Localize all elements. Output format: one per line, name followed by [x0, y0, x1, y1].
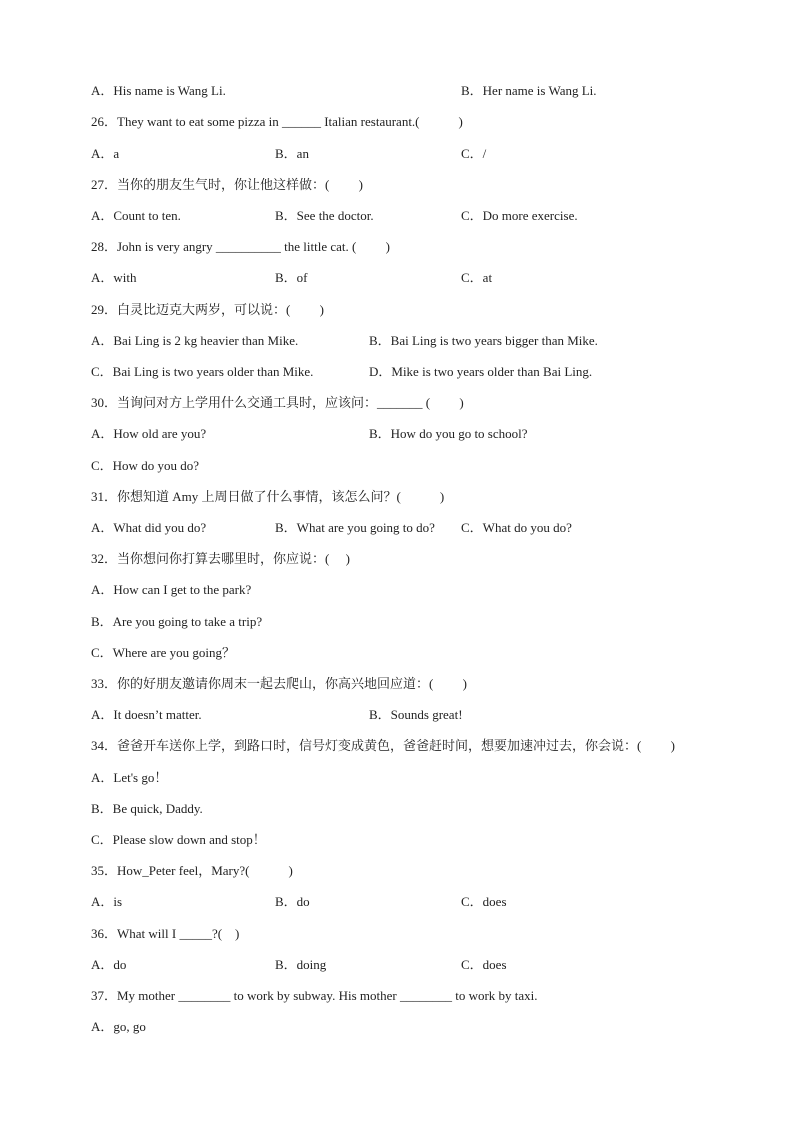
- q27-option-c: C．Do more exercise.: [461, 208, 578, 223]
- q32-stem: 32．当你想问你打算去哪里时，你应说：( ): [91, 551, 350, 566]
- q34-option-a: A．Let's go！: [91, 770, 168, 785]
- q26-option-a: A．a: [91, 146, 120, 161]
- q33-option-a: A．It doesn’t matter.: [91, 707, 202, 722]
- q36-option-c: C．does: [461, 957, 507, 972]
- q35-option-b: B．do: [275, 894, 310, 909]
- q30-option-c: C．How do you do?: [91, 458, 199, 473]
- q26-stem: 26．They want to eat some pizza in ______ Italian restaurant.( ): [91, 114, 463, 129]
- q37-option-a: A．go, go: [91, 1019, 146, 1034]
- q36-option-a: A．do: [91, 957, 127, 972]
- q30-stem: 30．当询问对方上学用什么交通工具时，应该问：_______ ( ): [91, 395, 464, 410]
- q28-option-c: C．at: [461, 270, 493, 285]
- q27-option-b: B．See the doctor.: [275, 208, 374, 223]
- q36-option-b: B．doing: [275, 957, 327, 972]
- q29-option-a: A．Bai Ling is 2 kg heavier than Mike.: [91, 333, 299, 348]
- q31-option-c: C．What do you do?: [461, 520, 572, 535]
- q31-option-a: A．What did you do?: [91, 520, 207, 535]
- q34-option-b: B．Be quick, Daddy.: [91, 801, 203, 816]
- q35-stem: 35．How_Peter feel，Mary?( ): [91, 863, 293, 878]
- q32-option-a: A．How can I get to the park?: [91, 582, 252, 597]
- q29-stem: 29．白灵比迈克大两岁，可以说：( ): [91, 302, 324, 317]
- q32-option-b: B．Are you going to take a trip?: [91, 614, 263, 629]
- q31-stem: 31．你想知道 Amy 上周日做了什么事情，该怎么问？( ): [91, 489, 445, 504]
- q31-option-b: B．What are you going to do?: [275, 520, 435, 535]
- q29-option-b: B．Bai Ling is two years bigger than Mike.: [369, 333, 598, 348]
- q29-option-c: C．Bai Ling is two years older than Mike.: [91, 364, 314, 379]
- q33-option-b: B．Sounds great!: [369, 707, 463, 722]
- q30-option-a: A．How old are you?: [91, 426, 207, 441]
- q35-option-a: A．is: [91, 894, 123, 909]
- q28-option-b: B．of: [275, 270, 308, 285]
- q25-option-b: B．Her name is Wang Li.: [461, 83, 597, 98]
- q33-stem: 33．你的好朋友邀请你周末一起去爬山，你高兴地回应道：( ): [91, 676, 467, 691]
- q28-stem: 28．John is very angry __________ the little cat. ( ): [91, 239, 390, 254]
- q26-option-c: C．/: [461, 146, 487, 161]
- q28-option-a: A．with: [91, 270, 137, 285]
- q29-option-d: D．Mike is two years older than Bai Ling.: [369, 364, 593, 379]
- q27-option-a: A．Count to ten.: [91, 208, 181, 223]
- q26-option-b: B．an: [275, 146, 309, 161]
- q27-stem: 27．当你的朋友生气时，你让他这样做：( ): [91, 177, 363, 192]
- q37-stem: 37．My mother ________ to work by subway. His mother ________ to work by taxi.: [91, 988, 538, 1003]
- q30-option-b: B．How do you go to school?: [369, 426, 528, 441]
- q34-option-c: C．Please slow down and stop！: [91, 832, 266, 847]
- q32-option-c: C．Where are you going？: [91, 645, 236, 660]
- q36-stem: 36．What will I _____?( ): [91, 926, 240, 941]
- q25-option-a: A．His name is Wang Li.: [91, 83, 226, 98]
- q35-option-c: C．does: [461, 894, 507, 909]
- q34-stem: 34．爸爸开车送你上学，到路口时，信号灯变成黄色，爸爸赶时间，想要加速冲过去，你会说：( ): [91, 738, 675, 753]
